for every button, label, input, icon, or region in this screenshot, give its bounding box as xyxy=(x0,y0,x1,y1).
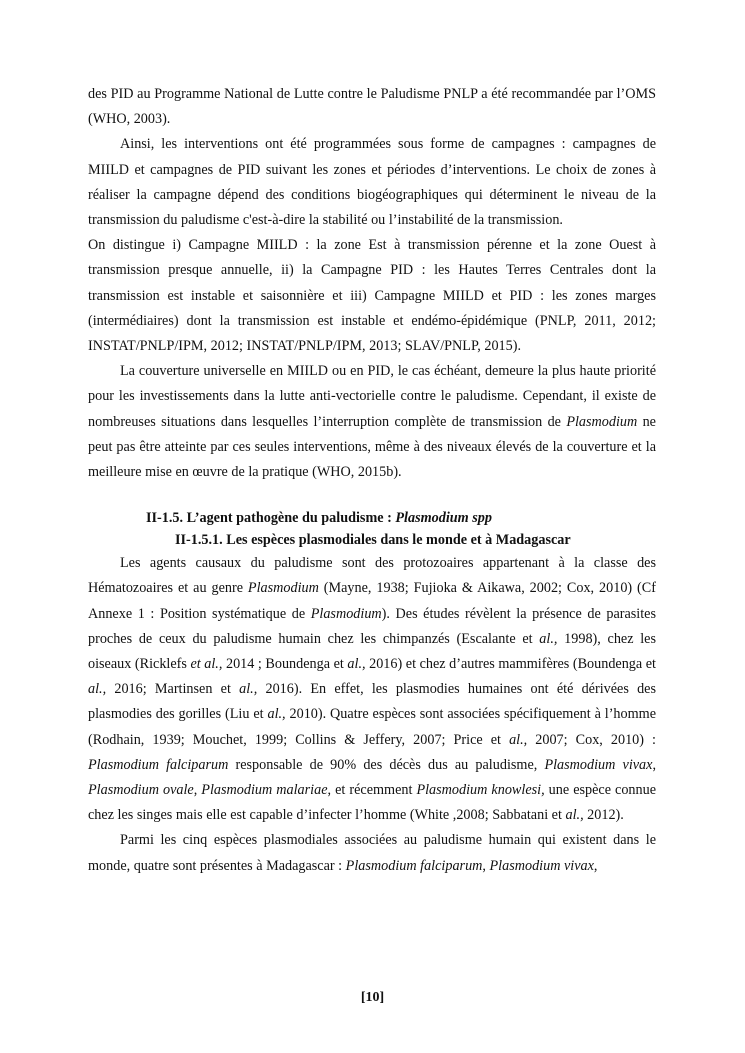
paragraph: Les agents causaux du paludisme sont des protozoaires appartenant à la classe des Hématozoaires et au genre Plasmodium (Mayne, 1938; Fujioka & Aikawa, 2002; Cox, 2010) (Cf Annexe 1 : Position systématique de Plasmodium). Des études révèlent la présence de parasites proches de ceux du paludisme humain chez les chimpanzés (Escalante et al., 1998), chez les oiseaux (Ricklefs et al., 2014 ; Boundenga et al., 2016) et chez d’autres mammifères (Boundenga et al., 2016; Martinsen et al., 2016). En effet, les plasmodies humaines ont été dérivées des plasmodies des gorilles (Liu et al., 2010). Quatre espèces sont associées spécifiquement à l’homme (Rodhain, 1939; Mouchet, 1999; Collins & Jeffery, 2007; Price et al., 2007; Cox, 2010) : Plasmodium falciparum responsable de 90% des décès dus au paludisme, Plasmodium vivax, Plasmodium ovale, Plasmodium malariae, et récemment Plasmodium knowlesi, une espèce connue chez les singes mais elle est capable d’infecter l’homme (White ,2008; Sabbatani et al., 2012). xyxy=(88,555,657,824)
paragraph: Ainsi, les interventions ont été programmées sous forme de campagnes : campagnes de MIILD et campagnes de PID suivant les zones et périodes d’interventions. Le choix de zones à réaliser la campagne dépend des conditions biogéographiques qui déterminent le niveau de la transmission du paludisme c'est-à-dire la stabilité ou l’instabilité de la transmission. xyxy=(88,136,656,229)
paragraph: des PID au Programme National de Lutte contre le Paludisme PNLP a été recommandée par l’OMS (WHO, 2003). xyxy=(88,86,656,128)
document-page xyxy=(88,82,656,879)
paragraph: Parmi les cinq espèces plasmodiales associées au paludisme humain qui existent dans le monde, quatre sont présentes à Madagascar : Plasmodium falciparum, Plasmodium vivax, xyxy=(88,832,656,874)
subsection-heading: II-1.5.1. Les espèces plasmodiales dans le monde et à Madagascar xyxy=(175,532,571,549)
paragraph: On distingue i) Campagne MIILD : la zone Est à transmission pérenne et la zone Ouest à transmission presque annuelle, ii) la Campagne PID : les Hautes Terres Centrales dont la transmission est instable et saisonnière et iii) Campagne MIILD et PID : les zones marges (intermédiaires) dont la transmission est instable et endémo-épidémique (PNLP, 2011, 2012; INSTAT/PNLP/IPM, 2012; INSTAT/PNLP/IPM, 2013; SLAV/PNLP, 2015). xyxy=(88,237,656,355)
page-number: [10] xyxy=(360,990,385,1005)
section-heading: II-1.5. L’agent pathogène du paludisme : Plasmodium spp xyxy=(146,510,492,527)
paragraph: La couverture universelle en MIILD ou en PID, le cas échéant, demeure la plus haute priorité pour les investissements dans la lutte anti-vectorielle contre le paludisme. Cependant, il existe de nombreuses situations dans lesquelles l’interruption complète de transmission de Plasmodium ne peut pas être atteinte par ces seules interventions, même à des niveaux élevés de la couverture et la meilleure mise en œuvre de la pratique (WHO, 2015b). xyxy=(88,363,656,481)
